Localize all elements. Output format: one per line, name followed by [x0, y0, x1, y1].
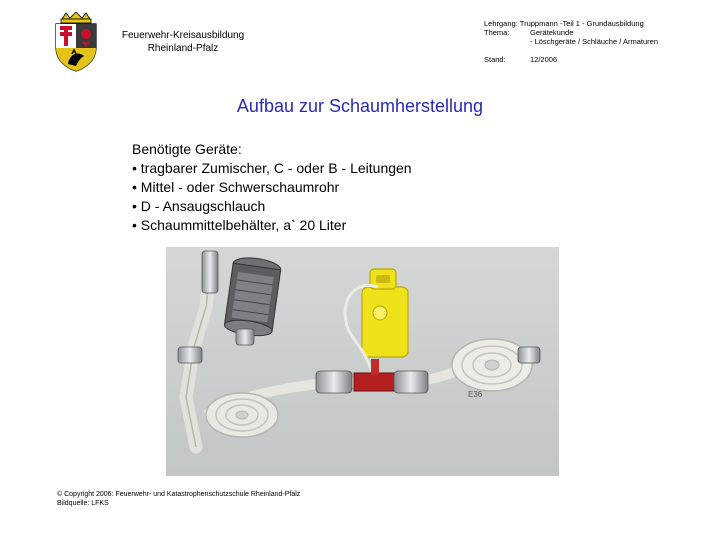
course-meta: [484, 19, 658, 64]
list-item: • D - Ansaugschlauch: [132, 198, 266, 214]
meta-key: Thema:: [484, 28, 510, 37]
organization-line-1: Feuerwehr-Kreisausbildung: [121, 30, 245, 41]
meta-value: - Löschgeräte / Schläuche / Armaturen: [530, 37, 658, 46]
list-item: • Mittel - oder Schwerschaumrohr: [132, 179, 340, 195]
meta-row-date: [484, 55, 658, 64]
hose-label: E36: [468, 390, 483, 399]
equipment-intro: Benötigte Geräte:: [132, 141, 242, 157]
list-item: • Schaummittelbehälter, a` 20 Liter: [132, 217, 347, 233]
coat-of-arms-icon: [52, 12, 100, 72]
organization-name: [108, 29, 258, 55]
image-source: Bildquelle: LFKS: [57, 500, 109, 507]
meta-row-course: [484, 19, 658, 28]
equipment-list: [132, 140, 412, 235]
slide-title: Aufbau zur Schaumherstellung: [236, 96, 484, 116]
copyright-text: © Copyright 2006: Feuerwehr- und Katastrophenschutzschule Rheinland-Pfalz: [57, 491, 301, 498]
meta-key: Lehrgang:: [484, 19, 518, 28]
meta-row-topic: [484, 28, 658, 37]
meta-key: [484, 37, 530, 46]
footer: [57, 490, 300, 508]
meta-value: 12/2006: [530, 55, 558, 64]
meta-value: Truppmann -Teil 1 - Grundausbildung: [519, 19, 644, 28]
list-item: • tragbarer Zumischer, C - oder B - Leitungen: [132, 160, 412, 176]
meta-value: Gerätekunde: [530, 28, 574, 37]
meta-row-subtopic: [484, 37, 658, 46]
equipment-photo: [166, 247, 559, 476]
meta-key: Stand:: [484, 55, 506, 64]
organization-line-2: Rheinland-Pfalz: [147, 43, 219, 54]
